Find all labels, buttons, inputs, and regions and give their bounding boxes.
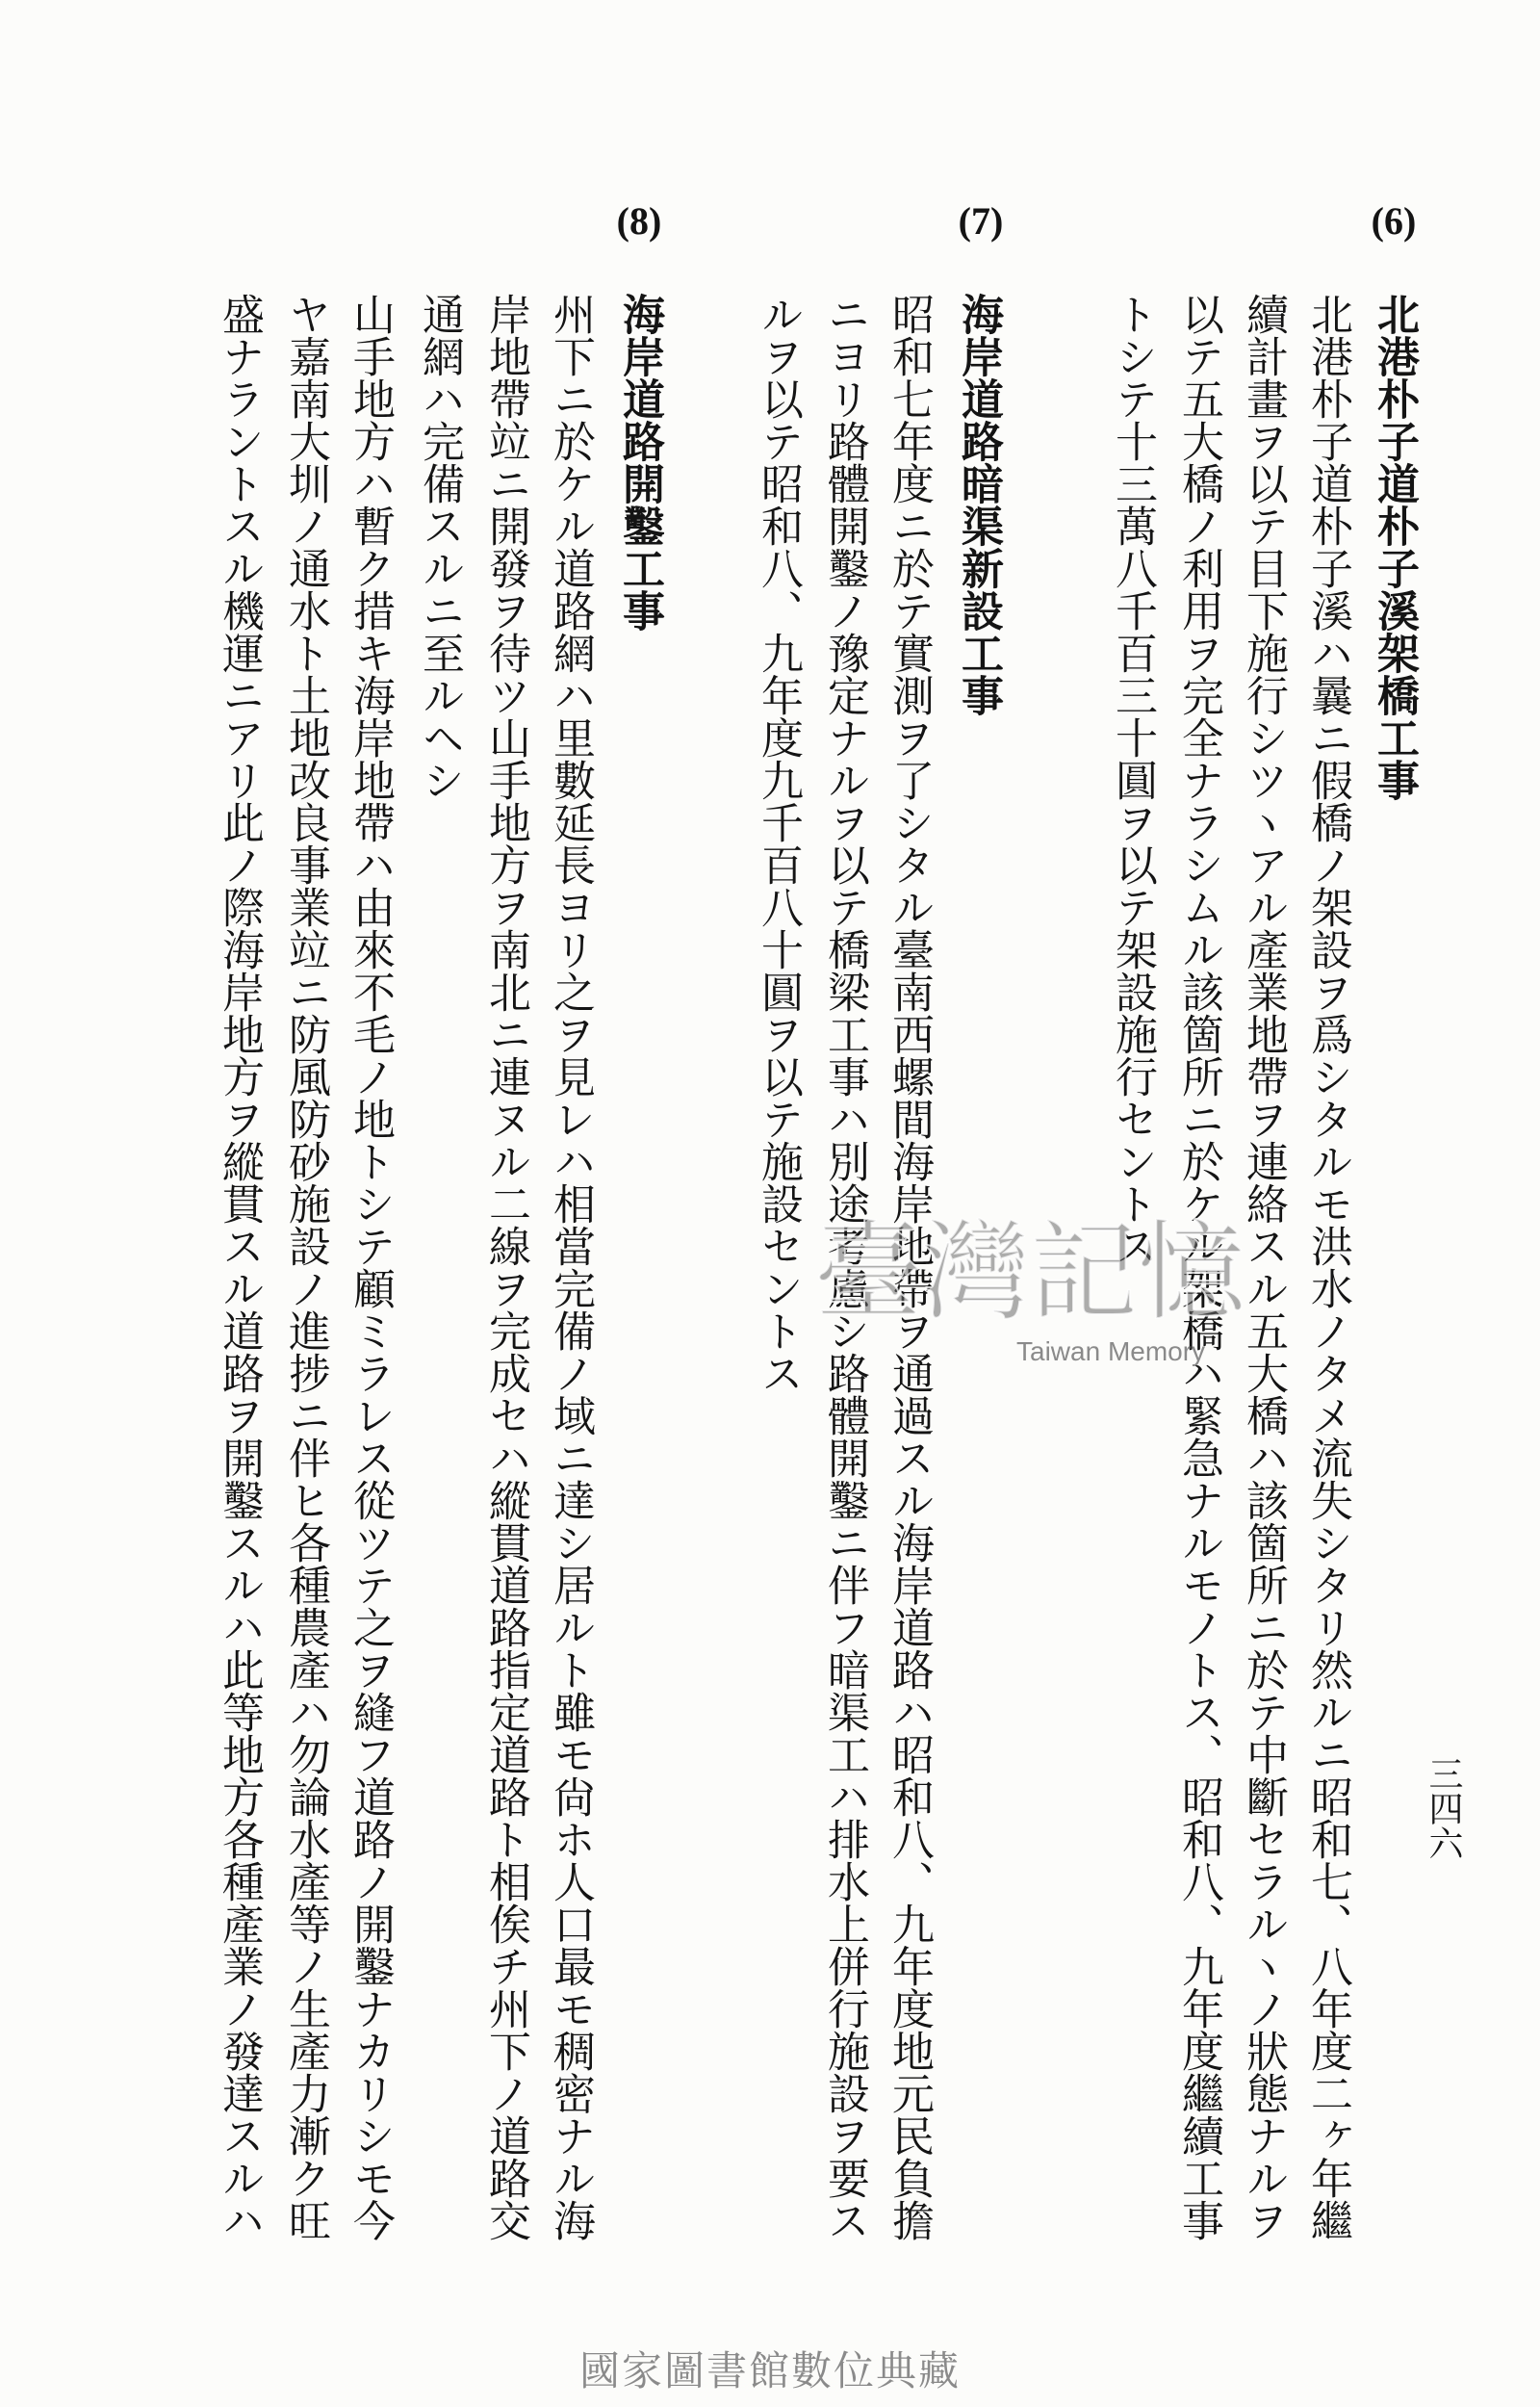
section-6-line-4: トシテ十三萬八千百三十圓ヲ以テ架設施行セントス	[1108, 293, 1157, 1267]
section-8-title: 海岸道路開鑿工事	[615, 293, 664, 632]
section-8-line-4: 山手地方ハ暫ク措キ海岸地帶ハ由來不毛ノ地トシテ顧ミラレス從ツテ之ヲ縫フ道路ノ開鑿ナカリシモ今	[346, 293, 395, 2241]
section-7-line-1: 昭和七年度ニ於テ實測ヲ了シタル臺南西螺間海岸地帶ヲ通過スル海岸道路ハ昭和八、九年度地元民負擔	[885, 293, 934, 2241]
section-8-line-5: ヤ嘉南大圳ノ通水ト土地改良事業竝ニ防風防砂施設ノ進捗ニ伴ヒ各種農產ハ勿論水產等ノ生產力漸ク旺	[281, 293, 330, 2241]
section-6-line-1: 北港朴子道朴子溪ハ曩ニ假橋ノ架設ヲ爲シタルモ洪水ノタメ流失シタリ然ルニ昭和七、八年度二ヶ年繼	[1303, 293, 1352, 2241]
page-number: 三四六	[1424, 1756, 1463, 1860]
section-6-line-3: 以テ五大橋ノ利用ヲ完全ナラシムル該箇所ニ於ケル架橋ハ緊急ナルモノトス、昭和八、九年度繼續工事	[1174, 293, 1223, 2241]
section-8-line-2: 岸地帶竝ニ開發ヲ待ツ山手地方ヲ南北ニ連ヌル二線ヲ完成セハ縱貫道路指定道路ト相俟チ州下ノ道路交	[481, 293, 530, 2241]
section-7-number: (7)	[958, 199, 1004, 243]
section-7-title: 海岸道路暗渠新設工事	[954, 293, 1003, 716]
section-6-line-2: 續計畫ヲ以テ目下施行シツヽアル產業地帶ヲ連絡スル五大橋ハ該箇所ニ於テ中斷セラルヽノ狀態ナルヲ	[1239, 293, 1288, 2241]
section-6-title: 北港朴子道朴子溪架橋工事	[1370, 293, 1419, 801]
section-8-number: (8)	[616, 199, 662, 243]
watermark-title: 臺灣記憶	[814, 1210, 1245, 1335]
section-7-line-3: ルヲ以テ昭和八、九年度九千百八十圓ヲ以テ施設セントス	[754, 293, 803, 1394]
section-7-line-2: ニヨリ路體開鑿ノ豫定ナルヲ以テ橋梁工事ハ別途考慮シ路體開鑿ニ伴フ暗渠工ハ排水上併行施設ヲ要ス	[820, 293, 869, 2241]
section-8-line-1: 州下ニ於ケル道路網ハ里數延長ヨリ之ヲ見レハ相當完備ノ域ニ達シ居ルト雖モ尙ホ人口最モ稠密ナル海	[546, 293, 595, 2241]
section-6-number: (6)	[1371, 199, 1417, 243]
section-8-line-6: 盛ナラントスル機運ニアリ此ノ際海岸地方ヲ縱貫スル道路ヲ開鑿スルハ此等地方各種產業ノ發達スルハ	[215, 293, 264, 2241]
watermark-subtitle: Taiwan Memory	[1016, 1336, 1206, 1366]
section-8-line-3: 通網ハ完備スルニ至ルヘシ	[415, 293, 464, 801]
footer-collection-credit: 國家圖書館數位典藏	[578, 2347, 961, 2394]
